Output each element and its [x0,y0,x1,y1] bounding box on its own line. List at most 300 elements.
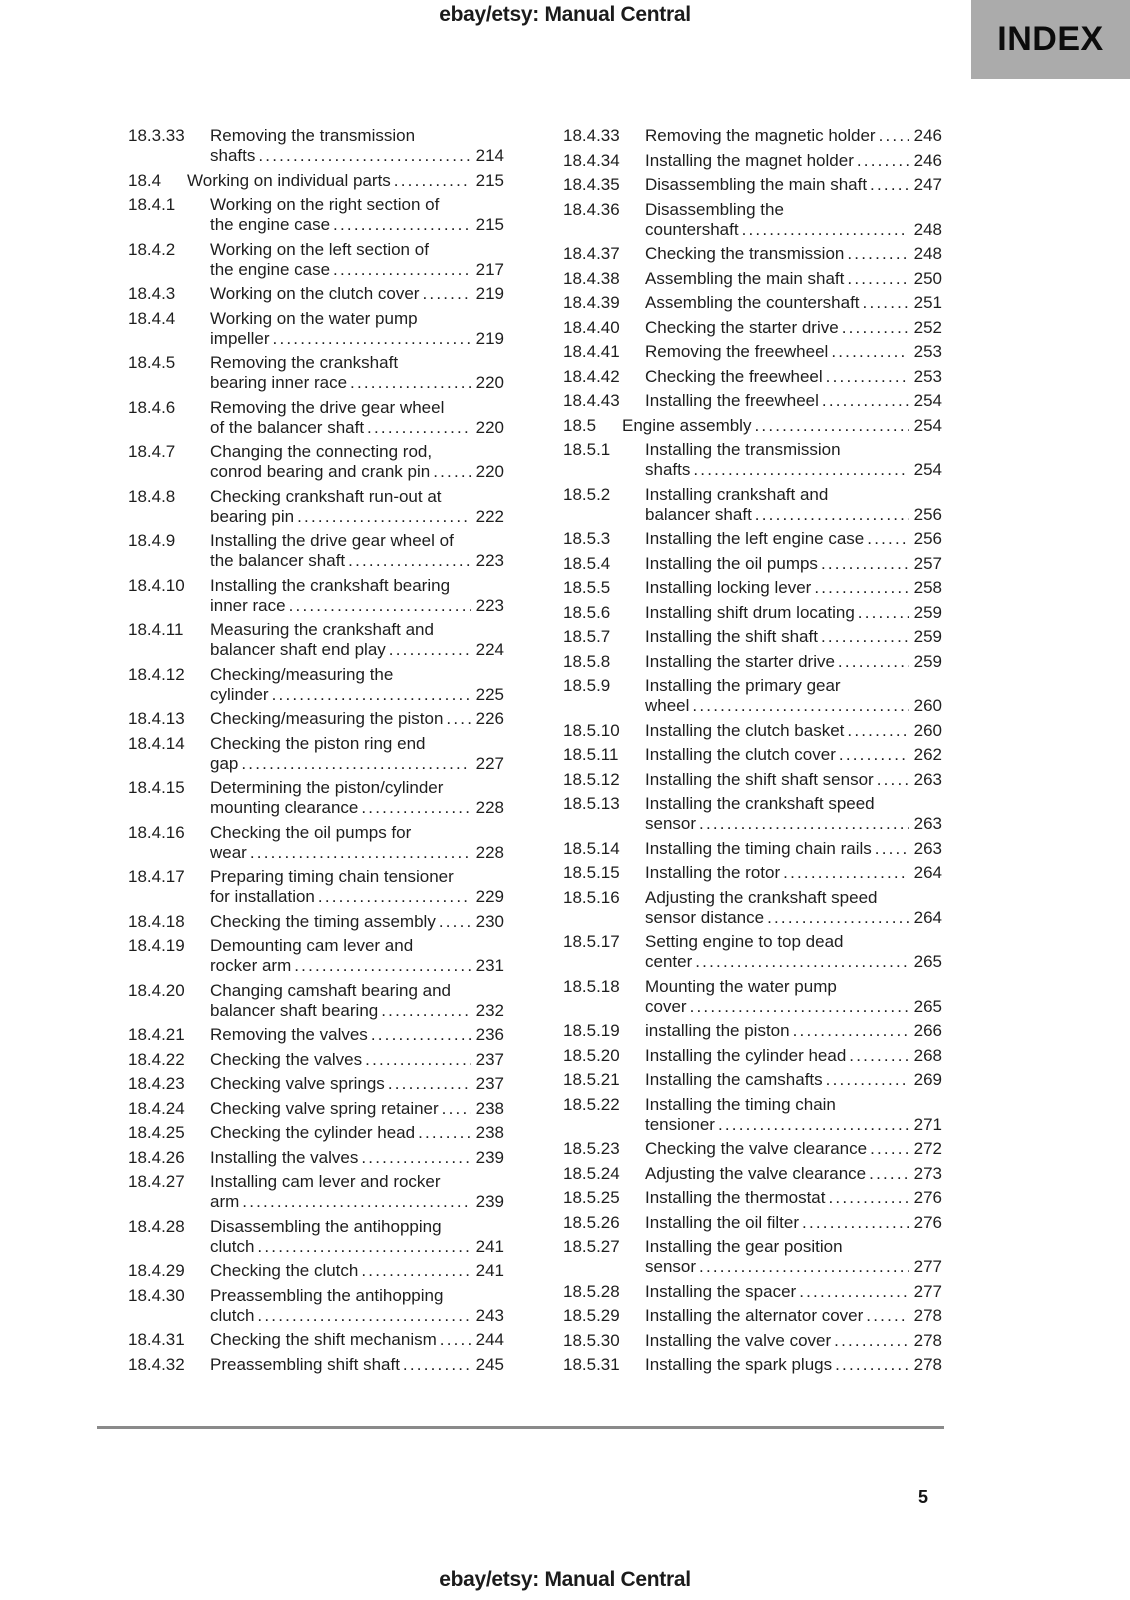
leader-dots [783,863,908,883]
toc-entry-number: 18.4.36 [563,199,620,219]
leader-dots [875,839,909,859]
toc-entry-number: 18.4.39 [563,293,620,312]
leader-dots [858,603,909,623]
toc-entry-title: Installing the drive gear wheel of [210,531,454,550]
leader-dots [821,627,909,647]
leader-dots [365,1050,470,1070]
toc-entry-page: 236 [475,1025,504,1044]
toc-entry-page: 254 [913,415,942,435]
toc-entry-page: 245 [475,1354,504,1374]
leader-dots [822,391,909,411]
toc-entry-title: Installing the clutch basket [645,720,845,740]
toc-entry-title: Checking the cylinder head [210,1123,416,1142]
toc-entry [563,554,942,574]
leader-dots [692,696,908,716]
toc-entry-number: 18.4.10 [128,575,185,595]
leader-dots [250,843,471,863]
toc-entry-number: 18.4.30 [128,1285,185,1305]
leader-dots [863,293,909,313]
toc-entry-title: Checking the transmission [645,244,845,263]
leader-dots [258,146,470,166]
toc-entry [563,151,942,171]
index-tab [971,0,1130,79]
toc-entry-page: 278 [913,1330,942,1350]
toc-entry-title: Checking the valve clearance [645,1139,868,1158]
toc-entry-number: 18.4.9 [128,531,176,550]
toc-entry-page: 220 [475,373,504,392]
toc-entry-page: 248 [913,219,942,239]
toc-entry-title: sensor [645,1257,697,1276]
leader-dots [418,1123,471,1143]
toc-entry-page: 237 [475,1074,504,1093]
toc-entry [128,284,504,304]
toc-entry-number: 18.4.7 [128,442,176,461]
toc-entry-title: mounting clearance [210,798,359,817]
leader-dots [403,1355,471,1375]
toc-entry-title: Disassembling the antihopping [210,1216,442,1236]
toc-entry-title: Installing the crankshaft speed [645,794,875,813]
toc-entry-title: Assembling the countershaft [645,293,860,312]
toc-entry-page: 232 [475,1000,504,1020]
toc-entry-title: Checking the freewheel [645,366,823,386]
toc-entry-title: wheel [645,696,690,715]
toc-entry [563,293,942,313]
toc-entry-number: 18.4.3 [128,284,176,303]
toc-entry-number: 18.4.19 [128,936,185,955]
toc-entry [128,1355,504,1375]
toc-entry-title: Checking the valves [210,1049,363,1069]
toc-entry-page: 247 [913,175,942,194]
leader-dots [767,908,909,928]
toc-entry-title: Installing the magnet holder [645,150,854,170]
toc-entry-title: Installing the oil filter [645,1212,800,1232]
toc-entry [128,867,504,907]
toc-entry-title: balancer shaft [645,504,752,524]
leader-dots [847,721,908,741]
toc-entry-title: Installing the rotor [645,863,781,882]
leader-dots [318,887,471,907]
toc-entry-number: 18.4.18 [128,911,185,931]
leader-dots [869,1164,908,1184]
footer-title: ebay/etsy: Manual Central [439,1568,691,1591]
leader-dots [866,1306,908,1326]
toc-entry-number: 18.5.6 [563,602,611,622]
toc-entry-page: 237 [475,1049,504,1069]
toc-entry [563,1095,942,1135]
toc-entry-title: Disassembling the main shaft [645,175,868,194]
toc-entry [128,1217,504,1257]
leader-dots [422,284,470,304]
toc-entry [563,578,942,598]
toc-entry-number: 18.5.22 [563,1094,620,1114]
toc-entry [128,1261,504,1281]
header-title: ebay/etsy: Manual Central [439,3,691,26]
toc-entry-number: 18.4.12 [128,664,185,684]
toc-entry-page: 252 [913,317,942,337]
leader-dots [297,507,471,527]
toc-entry-number: 18.5.3 [563,529,611,548]
toc-entry-number: 18.5.10 [563,720,620,740]
toc-entry [563,200,942,240]
toc-entry-page: 265 [913,996,942,1016]
toc-entry [128,1074,504,1094]
toc-entry-title: clutch [210,1236,255,1256]
leader-dots [361,798,470,818]
toc-entry [128,309,504,349]
toc-entry-page: 253 [913,366,942,386]
toc-entry-page: 277 [913,1257,942,1276]
toc-entry-number: 18.5.17 [563,932,620,951]
toc-entry [128,531,504,571]
toc-entry-title: balancer shaft bearing [210,1000,379,1020]
toc-entry-title: Checking/measuring the [210,664,394,684]
toc-entry [128,912,504,932]
leader-dots [847,244,908,264]
toc-entry [563,1046,942,1066]
leader-dots [333,260,471,280]
toc-entry-title: Changing camshaft bearing and [210,980,451,1000]
toc-entry-number: 18.4.2 [128,239,176,259]
toc-entry-title: Installing the spark plugs [645,1355,833,1374]
leader-dots [849,1046,908,1066]
leader-dots [241,754,470,774]
leader-dots [879,126,909,146]
leader-dots [828,1188,908,1208]
leader-dots [440,1330,471,1350]
toc-entry [128,353,504,393]
toc-entry-title: Checking the shift mechanism [210,1330,437,1349]
toc-entry-page: 263 [913,838,942,858]
toc-entry-page: 254 [913,460,942,479]
toc-entry-page: 266 [913,1021,942,1040]
toc-entry-number: 18.4.34 [563,150,620,170]
toc-entry [563,745,942,765]
toc-entry [563,244,942,264]
toc-entry-number: 18.4.1 [128,195,176,214]
toc-entry-title: Checking the timing assembly [210,911,436,931]
toc-entry [128,171,504,191]
toc-entry-page: 239 [475,1147,504,1167]
toc-entry-title: Working on the water pump [210,308,418,328]
leader-dots [289,596,471,616]
toc-entry [563,1188,942,1208]
toc-entry [563,603,942,623]
toc-entry [128,126,504,166]
toc-entry-title: Removing the transmission [210,126,416,145]
toc-entry-page: 238 [475,1098,504,1118]
toc-entry-number: 18.5.16 [563,887,620,907]
toc-entry-title: cylinder [210,684,269,704]
leader-dots [381,1001,470,1021]
toc-entry-page: 258 [913,578,942,597]
toc-entry-title: tensioner [645,1114,715,1134]
leader-dots [835,1355,909,1375]
toc-entry-title: Installing the primary gear [645,676,841,695]
toc-entry-title: the engine case [210,259,331,279]
leader-dots [834,1331,908,1351]
toc-entry [563,794,942,834]
toc-entry-page: 250 [913,268,942,288]
toc-entry-page: 228 [475,842,504,862]
toc-entry [563,721,942,741]
toc-entry-title: Installing the gear position [645,1237,843,1256]
toc-entry-number: 18.4.40 [563,317,620,337]
leader-dots [842,318,909,338]
toc-entry-page: 254 [913,391,942,410]
toc-entry-title: cover [645,996,687,1016]
toc-entry-title: for installation [210,887,315,906]
toc-entry [128,1050,504,1070]
toc-entry [128,734,504,774]
toc-entry [563,1306,942,1326]
leader-dots [831,342,908,362]
leader-dots [821,554,909,574]
toc-entry-number: 18.5.15 [563,863,620,882]
toc-entry [563,1282,942,1302]
toc-entry-title: Installing crankshaft and [645,484,829,504]
toc-entry-number: 18.4 [128,170,162,190]
toc-entry [128,823,504,863]
toc-entry-page: 277 [913,1281,942,1301]
toc-entry [563,839,942,859]
toc-entry-number: 18.4.29 [128,1261,185,1280]
toc-entry-page: 226 [475,709,504,728]
toc-entry-title: Working on the clutch cover [210,284,420,303]
leader-dots [361,1148,470,1168]
toc-entry-page: 259 [913,627,942,646]
toc-entry-page: 215 [475,170,504,190]
leader-dots [718,1115,909,1135]
leader-dots [857,151,909,171]
toc-entry-number: 18.5.21 [563,1070,620,1089]
toc-entry-number: 18.5.8 [563,651,611,671]
toc-entry [563,1331,942,1351]
toc-entry-page: 219 [475,284,504,303]
toc-entry-number: 18.5.23 [563,1139,620,1158]
toc-entry [563,888,942,928]
toc-entry-title: Installing the cylinder head [645,1045,847,1065]
page-number: 5 [917,1487,928,1507]
index-label: INDEX [997,20,1104,58]
toc-entry-number: 18.4.35 [563,175,620,194]
toc-entry [563,1213,942,1233]
leader-dots [699,1257,909,1277]
toc-entry-number: 18.5.11 [563,745,619,764]
toc-entry [563,1139,942,1159]
toc-entry-page: 263 [913,814,942,833]
toc-entry [128,1330,504,1350]
leader-dots [348,551,470,571]
toc-entry [563,126,942,146]
leader-dots [439,912,471,932]
toc-entry-title: Preassembling the antihopping [210,1285,444,1305]
toc-entry-title: Installing the valves [210,1147,359,1167]
toc-entry-number: 18.4.8 [128,486,176,506]
toc-entry-title: Adjusting the crankshaft speed [645,887,878,907]
leader-dots [361,1261,470,1281]
toc-entry-page: 265 [913,952,942,971]
toc-entry-number: 18.4.38 [563,268,620,288]
toc-entry-title: Installing the valve cover [645,1330,832,1350]
toc-entry-title: countershaft [645,219,739,239]
leader-dots [695,952,908,972]
toc-entry [128,936,504,976]
toc-entry-title: bearing inner race [210,373,348,392]
toc-entry-title: Installing the timing chain [645,1094,836,1114]
toc-entry-title: Installing the freewheel [645,391,819,410]
toc-entry-number: 18.4.43 [563,391,620,410]
toc-entry-title: inner race [210,595,286,615]
toc-entry-number: 18.4.33 [563,126,620,145]
toc-entry-number: 18.4.23 [128,1074,185,1093]
toc-entry-number: 18.4.13 [128,709,185,728]
toc-entry-page: 259 [913,602,942,622]
toc-entry [128,1172,504,1212]
toc-entry-title: Checking valve springs [210,1074,385,1093]
toc-entry [128,981,504,1021]
toc-entry-number: 18.5.29 [563,1306,620,1325]
toc-entry [128,487,504,527]
toc-entry-page: 260 [913,720,942,740]
toc-entry [128,240,504,280]
leader-dots [699,814,909,834]
toc-entry [563,652,942,672]
leader-dots [754,416,908,436]
leader-dots [826,367,909,387]
toc-entry-title: wear [210,842,247,862]
toc-entry [563,318,942,338]
toc-entry-number: 18.5.26 [563,1212,620,1232]
toc-entry-page: 251 [913,293,942,312]
toc-entry-page: 219 [475,328,504,348]
toc-entry-page: 260 [913,696,942,715]
toc-entry-title: Removing the magnetic holder [645,126,876,145]
toc-entry-title: Installing the spacer [645,1281,797,1301]
toc-entry-number: 18.5.18 [563,976,620,996]
toc-entry-page: 223 [475,551,504,570]
leader-dots [826,1070,909,1090]
leader-dots [870,1139,909,1159]
toc-entry-title: installing the piston [645,1021,790,1040]
toc-entry-title: impeller [210,328,270,348]
toc-entry-page: 271 [913,1114,942,1134]
leader-dots [333,215,471,235]
toc-entry [563,977,942,1017]
toc-entry-number: 18.5.7 [563,627,611,646]
toc-entry-number: 18.4.14 [128,733,185,753]
toc-entry [128,195,504,235]
toc-entry-number: 18.5.24 [563,1163,620,1183]
toc-entry-number: 18.4.37 [563,244,620,263]
toc-entry-page: 278 [913,1306,942,1325]
toc-entry-page: 263 [913,769,942,789]
toc-entry [563,1355,942,1375]
toc-entry-title: Installing the shift shaft sensor [645,769,874,789]
toc-entry-title: balancer shaft end play [210,640,386,659]
toc-entry-title: Working on the right section of [210,195,440,214]
toc-entry-page: 268 [913,1045,942,1065]
toc-entry [128,665,504,705]
toc-entry [563,676,942,716]
toc-entry-page: 272 [913,1139,942,1158]
toc-entry-number: 18.5.1 [563,440,611,459]
toc-entry-number: 18.5.27 [563,1237,620,1256]
toc-entry-title: conrod bearing and crank pin [210,462,431,481]
toc-entry-title: Checking the oil pumps for [210,822,412,842]
toc-entry-number: 18.4.22 [128,1049,185,1069]
toc-entry-number: 18.5.13 [563,794,620,813]
toc-entry [563,863,942,883]
toc-entry [128,1099,504,1119]
toc-entry-page: 269 [913,1070,942,1089]
toc-entry [128,620,504,660]
toc-entry-number: 18.4.41 [563,342,620,361]
leader-dots [814,578,908,598]
toc-entry-page: 214 [475,146,504,165]
toc-entry-title: Preparing timing chain tensioner [210,867,454,886]
toc-entry-number: 18.4.26 [128,1147,185,1167]
leader-dots [847,269,908,289]
toc-entry-page: 248 [913,244,942,263]
toc-entry [563,932,942,972]
toc-entry-title: center [645,952,693,971]
toc-entry-number: 18.4.6 [128,397,176,417]
leader-dots [242,1192,470,1212]
toc-entry-title: Assembling the main shaft [645,268,845,288]
toc-entry-title: Installing the shift shaft [645,627,818,646]
toc-entry [128,1025,504,1045]
toc-entry-title: Measuring the crankshaft and [210,620,434,639]
toc-entry [563,1237,942,1277]
toc-entry [563,175,942,195]
toc-entry-number: 18.5.12 [563,769,620,789]
toc-entry-number: 18.5.31 [563,1355,620,1374]
toc-entry-page: 264 [913,863,942,882]
toc-entry-number: 18.4.20 [128,980,185,1000]
toc-entry-title: Installing the left engine case [645,529,865,548]
leader-dots [257,1237,470,1257]
toc-entry-number: 18.5.19 [563,1021,620,1040]
toc-entry-number: 18.4.15 [128,778,185,797]
toc-entry-title: Installing the transmission [645,440,841,459]
toc-entry-page: 257 [913,553,942,573]
toc-entry-title: gap [210,753,239,773]
toc-entry-page: 253 [913,342,942,361]
leader-dots [389,640,471,660]
toc-entry-title: Installing the clutch cover [645,745,836,764]
toc-entry-page: 230 [475,911,504,931]
toc-entry-page: 246 [913,150,942,170]
toc-entry [563,485,942,525]
leader-dots [870,175,909,195]
leader-dots [257,1306,470,1326]
toc-entry [128,442,504,482]
toc-entry-title: Removing the drive gear wheel [210,397,445,417]
toc-left-column [128,126,504,1379]
toc-right-column [563,126,942,1380]
toc-entry [563,440,942,480]
toc-entry-title: Installing the thermostat [645,1188,826,1207]
toc-entry-title: Installing cam lever and rocker [210,1172,441,1191]
toc-entry-title: of the balancer shaft [210,417,365,437]
toc-entry [128,1123,504,1143]
toc-entry-title: bearing pin [210,506,295,526]
toc-entry-title: Mounting the water pump [645,976,837,996]
toc-entry-number: 18.5.28 [563,1281,620,1301]
toc-entry-number: 18.5 [563,415,597,435]
leader-dots [742,220,909,240]
toc-entry-title: shafts [645,460,691,479]
